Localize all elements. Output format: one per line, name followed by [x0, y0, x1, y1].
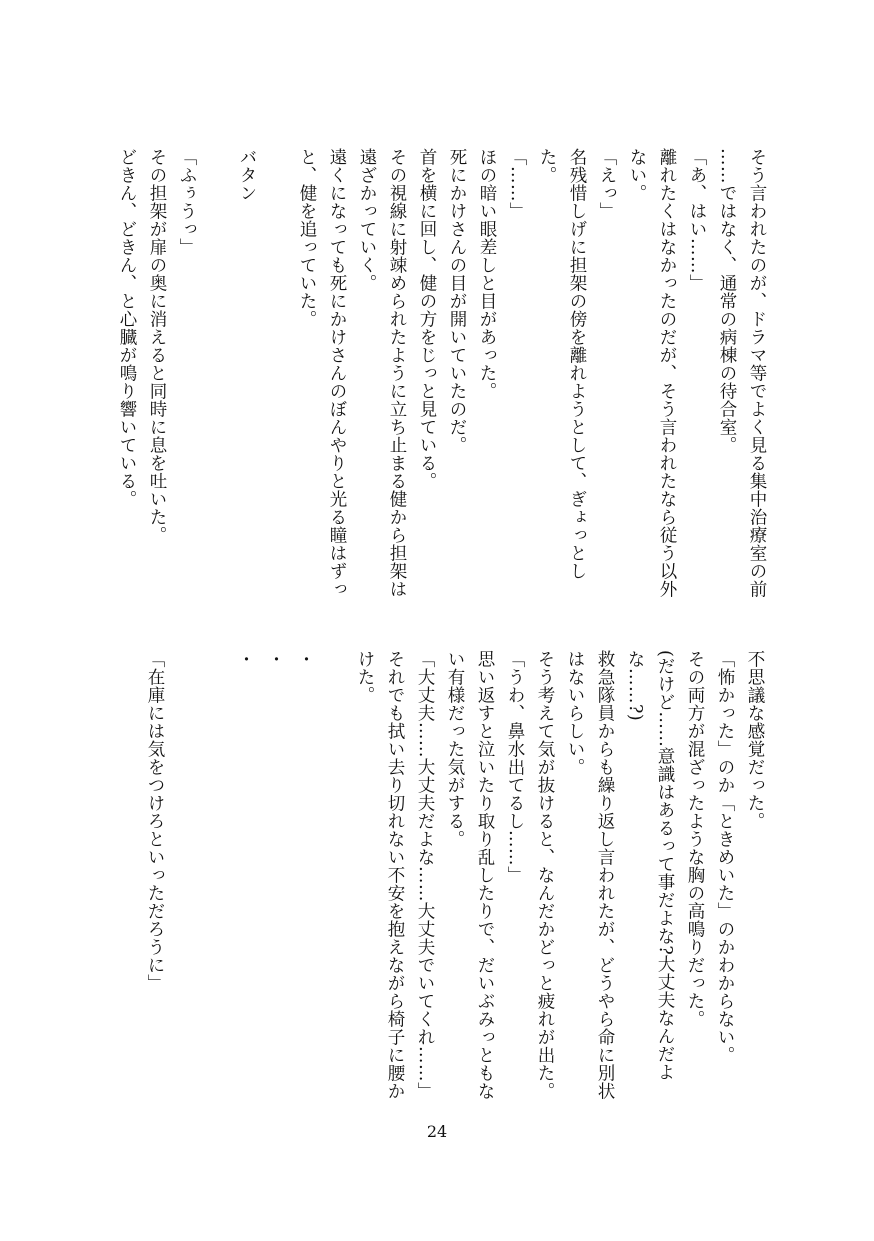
text-column: そう言われたのが、ドラマ等でよく見る集中治療室の前	[747, 148, 767, 598]
text-column: はないらしい。	[565, 650, 585, 776]
text-column: た。	[537, 148, 557, 184]
text-column: それでも拭い去り切れない不安を抱えながら椅子に腰か	[385, 650, 405, 1100]
text-column: 「えっ」	[597, 148, 617, 220]
text-column: と、健を追っていた。	[297, 148, 317, 328]
text-column: そう考えて気が抜けると、なんだかどっと疲れが出た。	[535, 650, 555, 1100]
text-column: ・	[295, 650, 315, 668]
text-column: ない。	[627, 148, 647, 202]
text-column: その視線に射竦められたように立ち止まる健から担架は	[387, 148, 407, 598]
text-column: 「ふぅうっ」	[177, 148, 197, 256]
text-column: な……?)	[625, 650, 645, 722]
text-column: その両方が混ざったような胸の高鳴りだった。	[685, 650, 705, 1028]
text-column: ほの暗い眼差しと目があった。	[477, 148, 497, 400]
text-column: 遠ざかっていく。	[357, 148, 377, 292]
text-column: 名残惜しげに担架の傍を離れようとして、ぎょっとし	[567, 148, 587, 580]
text-column: 遠くになっても死にかけさんのぼんやりと光る瞳はずっ	[327, 148, 347, 598]
text-column: (だけど……意識はあるって事だよな?大丈夫なんだよ	[655, 650, 675, 1082]
text-column: ・	[235, 650, 255, 668]
text-column: 思い返すと泣いたり取り乱したりで、だいぶみっともな	[475, 650, 495, 1100]
text-column: 「怖かった」のか「ときめいた」のかわからない。	[715, 650, 735, 1064]
text-column: けた。	[355, 650, 375, 704]
text-column: ・	[265, 650, 285, 668]
text-column: どきん、どきん、と心臓が鳴り響いている。	[117, 148, 137, 508]
text-column: 「大丈夫……大丈夫だよな……大丈夫でいてくれ……」	[415, 650, 435, 1100]
text-column: ……ではなく、通常の病棟の待合室。	[717, 148, 737, 454]
text-column: い有様だった気がする。	[445, 650, 465, 848]
text-column: バタン	[237, 148, 257, 202]
text-column: 離れたくはなかったのだが、そう言われたなら従う以外	[657, 148, 677, 598]
text-column: 不思議な感覚だった。	[745, 650, 765, 830]
text-column: 「……」	[507, 148, 527, 220]
text-column: 救急隊員からも繰り返し言われたが、どうやら命に別状	[595, 650, 615, 1100]
text-column: 「うわ、鼻水出てるし……」	[505, 650, 525, 884]
page-number: 24	[426, 1122, 448, 1141]
text-column: 首を横に回し、健の方をじっと見ている。	[417, 148, 437, 490]
text-column: 「在庫には気をつけろといっただろうに」	[145, 650, 165, 992]
text-column: 「あ、はい……」	[687, 148, 707, 292]
text-column: その担架が扉の奥に消えると同時に息を吐いた。	[147, 148, 167, 544]
text-column: 死にかけさんの目が開いていたのだ。	[447, 148, 467, 454]
